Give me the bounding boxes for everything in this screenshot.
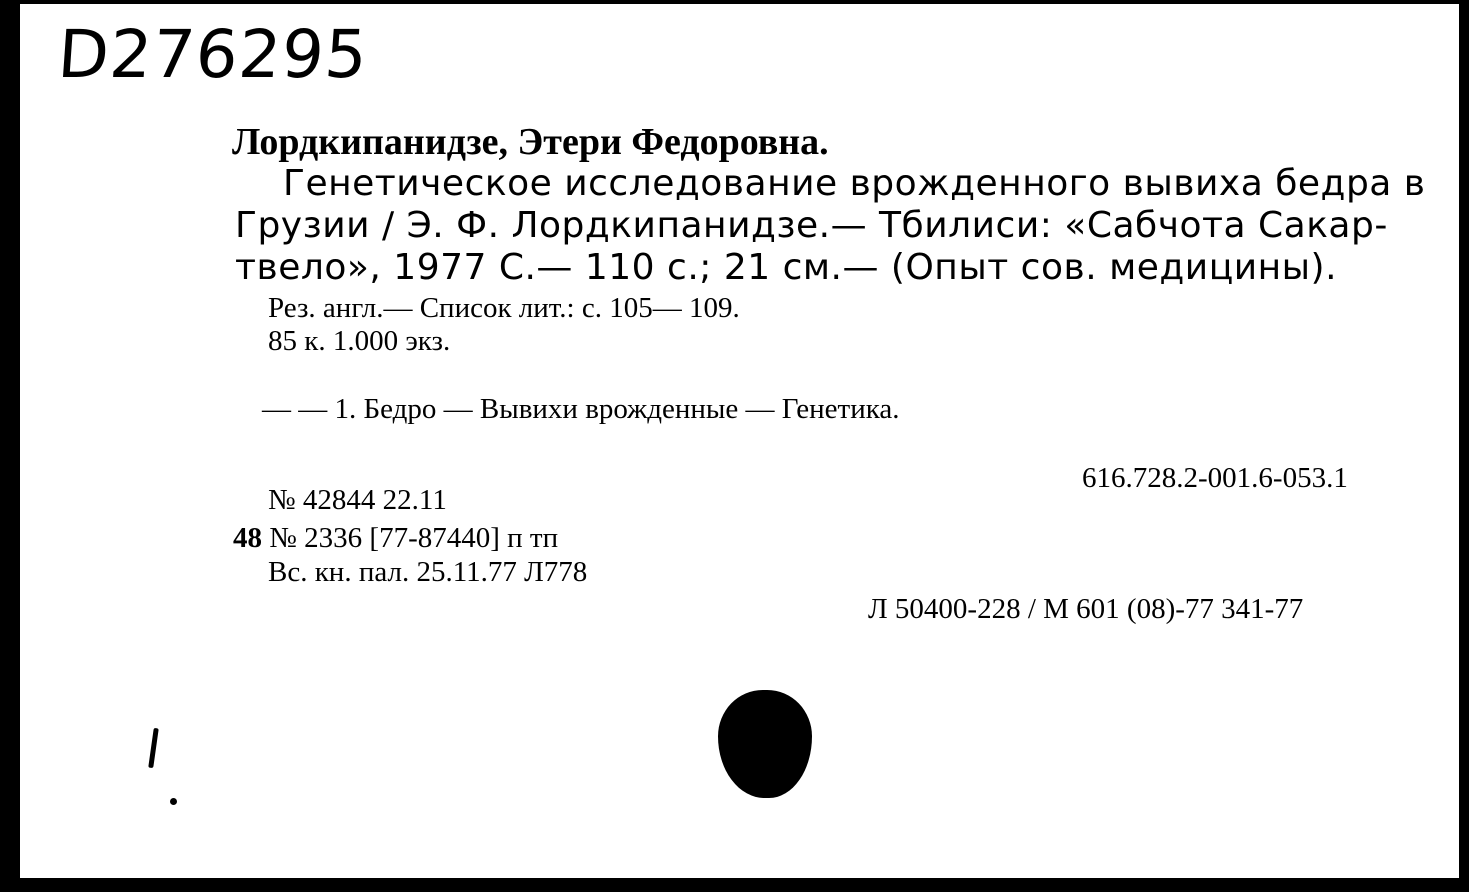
notes-line: Рез. англ.— Список лит.: с. 105— 109. bbox=[268, 292, 740, 324]
order-text: № 2336 [77-87440] п тп bbox=[262, 522, 559, 554]
pencil-dot bbox=[170, 798, 177, 805]
registration-number: № 42844 22.11 bbox=[268, 484, 447, 516]
udc-code: 616.728.2-001.6-053.1 bbox=[1082, 462, 1348, 494]
title-line-2: Грузии / Э. Ф. Лордкипанидзе.— Тбилиси: «Сабчота Сакар- bbox=[235, 205, 1388, 246]
scan-border-top bbox=[0, 0, 1469, 4]
order-line bbox=[233, 522, 558, 555]
index-code-line: Л 50400-228 / М 601 (08)-77 341-77 bbox=[868, 593, 1304, 625]
scan-border-bottom bbox=[0, 878, 1469, 892]
author-heading: Лордкипанидзе, Этери Федоровна. bbox=[232, 121, 829, 163]
title-line-1: Генетическое исследование врожденного вывиха бедра в bbox=[283, 163, 1426, 204]
order-prefix: 48 bbox=[233, 522, 262, 554]
pencil-mark bbox=[148, 728, 159, 768]
book-chamber-line: Вс. кн. пал. 25.11.77 Л778 bbox=[268, 556, 588, 588]
scan-border-right bbox=[1459, 0, 1469, 892]
price-line: 85 к. 1.000 экз. bbox=[268, 325, 451, 357]
punch-hole bbox=[718, 690, 812, 798]
handwritten-call-number: D276295 bbox=[55, 16, 371, 93]
title-line-3: твело», 1977 С.— 110 с.; 21 см.— (Опыт сов. медицины). bbox=[235, 247, 1338, 288]
subject-heading: — — 1. Бедро — Вывихи врожденные — Генетика. bbox=[262, 393, 900, 425]
scan-border-left bbox=[0, 0, 20, 892]
